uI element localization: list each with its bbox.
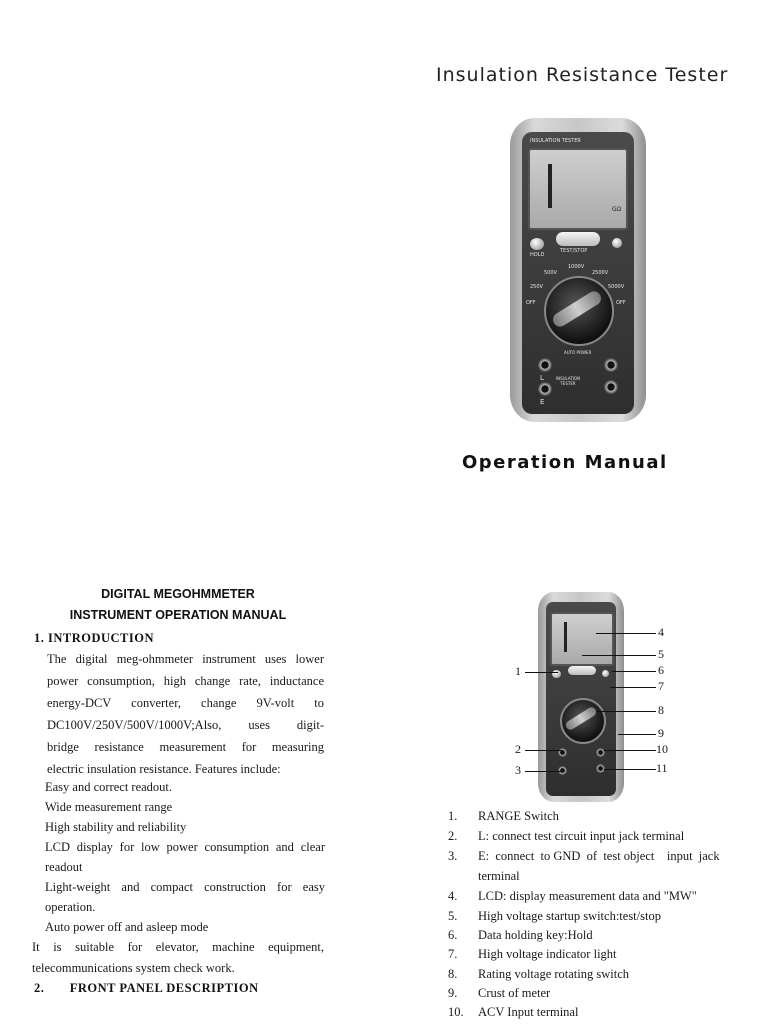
- list-text: Data holding key:Hold: [478, 928, 593, 942]
- callout-line-7: [610, 687, 656, 688]
- range-2500v-label: 2500V: [592, 270, 609, 276]
- feature-item: Light-weight and compact construction for easy: [45, 880, 325, 894]
- list-text: Crust of meter: [478, 986, 551, 1000]
- intro-line: The digital meg-ohmmeter instrument uses lower: [47, 652, 324, 666]
- suitable-line-1: It is suitable for elevator, machine equipment,: [32, 940, 324, 954]
- manual-heading-1: DIGITAL MEGOHMMETER: [101, 587, 255, 601]
- jack-com[interactable]: [604, 380, 618, 394]
- intro-paragraph: [47, 648, 324, 780]
- feature-item: Auto power off and asleep mode: [45, 920, 209, 934]
- test-stop-button[interactable]: [568, 666, 596, 675]
- callout-line-1: [525, 672, 558, 673]
- feature-item: Wide measurement range: [45, 800, 173, 814]
- jack-acv[interactable]: [604, 358, 618, 372]
- range-5000v-label: 5000V: [608, 284, 625, 290]
- indicator-light: [612, 238, 622, 248]
- list-number: 3.: [448, 849, 458, 863]
- hold-button[interactable]: [530, 238, 544, 250]
- callout-line-11: [604, 769, 656, 770]
- callout-line-10: [604, 750, 656, 751]
- list-number: 6.: [448, 928, 458, 942]
- intro-line: electric insulation resistance. Features include:: [47, 762, 281, 776]
- meter-lcd: [528, 148, 628, 230]
- test-stop-label: TEST/STOP: [560, 248, 588, 254]
- callout-2: 2: [515, 742, 521, 756]
- feature-item: Easy and correct readout.: [45, 780, 173, 794]
- jack-l-label: L: [540, 374, 544, 382]
- list-number: 9.: [448, 986, 458, 1000]
- callout-8: 8: [658, 703, 664, 717]
- callout-9: 9: [658, 726, 664, 740]
- off-left-label: OFF: [526, 300, 536, 306]
- callout-3: 3: [515, 763, 521, 777]
- list-text: RANGE Switch: [478, 809, 559, 823]
- range-250v-label: 250V: [530, 284, 543, 290]
- jack-e[interactable]: [538, 382, 552, 396]
- feature-item: High stability and reliability: [45, 820, 187, 834]
- callout-line-4: [596, 633, 656, 634]
- intro-line: DC100V/250V/500V/1000V;Also, uses digit-: [47, 718, 324, 732]
- callout-7: 7: [658, 679, 664, 693]
- lcd-unit: GΩ: [612, 206, 622, 213]
- cover-title: Insulation Resistance Tester: [436, 64, 729, 86]
- section-introduction: 1. INTRODUCTION: [34, 631, 155, 645]
- manual-title: Operation Manual: [462, 452, 668, 473]
- section-front-panel: 2. FRONT PANEL DESCRIPTION: [34, 981, 259, 995]
- meter-lcd: [550, 612, 614, 666]
- callout-4: 4: [658, 625, 664, 639]
- manual-heading-2: INSTRUMENT OPERATION MANUAL: [69, 608, 287, 622]
- callout-10: 10: [656, 742, 668, 756]
- suitable-line-2: telecommunications system check work.: [32, 961, 235, 975]
- list-text: High voltage startup switch:test/stop: [478, 909, 661, 923]
- callout-line-9: [618, 734, 656, 735]
- indicator-light: [602, 670, 609, 677]
- list-text: LCD: display measurement data and "MW": [478, 889, 697, 903]
- jack-e-label: E: [540, 398, 545, 406]
- list-number: 2.: [448, 829, 458, 843]
- lcd-digit: [564, 622, 567, 652]
- auto-power-label: AUTO POWER: [564, 350, 592, 355]
- list-text: ACV Input terminal: [478, 1005, 579, 1019]
- list-number: 5.: [448, 909, 458, 923]
- callout-line-5: [582, 655, 656, 656]
- feature-list: [45, 777, 325, 937]
- list-text: E: connect to GND of test object input jack: [478, 849, 720, 863]
- feature-item: operation.: [45, 900, 96, 914]
- meter-brand-label: INSULATION TESTER: [530, 138, 581, 144]
- panel-description-list: [448, 806, 768, 1024]
- list-text: Rating voltage rotating switch: [478, 967, 630, 981]
- list-text: terminal: [478, 869, 520, 883]
- callout-1: 1: [515, 664, 521, 678]
- list-number: 8.: [448, 967, 458, 981]
- callout-line-8: [596, 711, 656, 712]
- lcd-digit: [548, 164, 552, 208]
- range-1000v-label: 1000V: [568, 264, 585, 270]
- insulation-label: INSULATION TESTER: [555, 376, 581, 386]
- callout-11: 11: [656, 761, 668, 775]
- hold-label: HOLD: [530, 252, 545, 258]
- intro-line: power consumption, high change rate, inductance: [47, 674, 324, 688]
- callout-line-6: [612, 671, 656, 672]
- intro-line: energy-DCV converter, change 9V-volt to: [47, 696, 324, 710]
- off-right-label: OFF: [616, 300, 626, 306]
- meter-photo-large: [510, 118, 646, 422]
- range-500v-label: 500V: [544, 270, 557, 276]
- jack-l[interactable]: [538, 358, 552, 372]
- feature-item: readout: [45, 860, 83, 874]
- test-stop-button[interactable]: [556, 232, 600, 246]
- callout-line-3: [525, 771, 563, 772]
- callout-line-2: [525, 750, 563, 751]
- list-number: 7.: [448, 947, 458, 961]
- list-number: 4.: [448, 889, 458, 903]
- list-text: High voltage indicator light: [478, 947, 617, 961]
- callout-5: 5: [658, 647, 664, 661]
- feature-item: LCD display for low power consumption and clear: [45, 840, 325, 854]
- list-number: 10.: [448, 1005, 464, 1019]
- callout-6: 6: [658, 663, 664, 677]
- list-text: L: connect test circuit input jack terminal: [478, 829, 685, 843]
- intro-line: bridge resistance measurement for measuring: [47, 740, 324, 754]
- list-number: 1.: [448, 809, 458, 823]
